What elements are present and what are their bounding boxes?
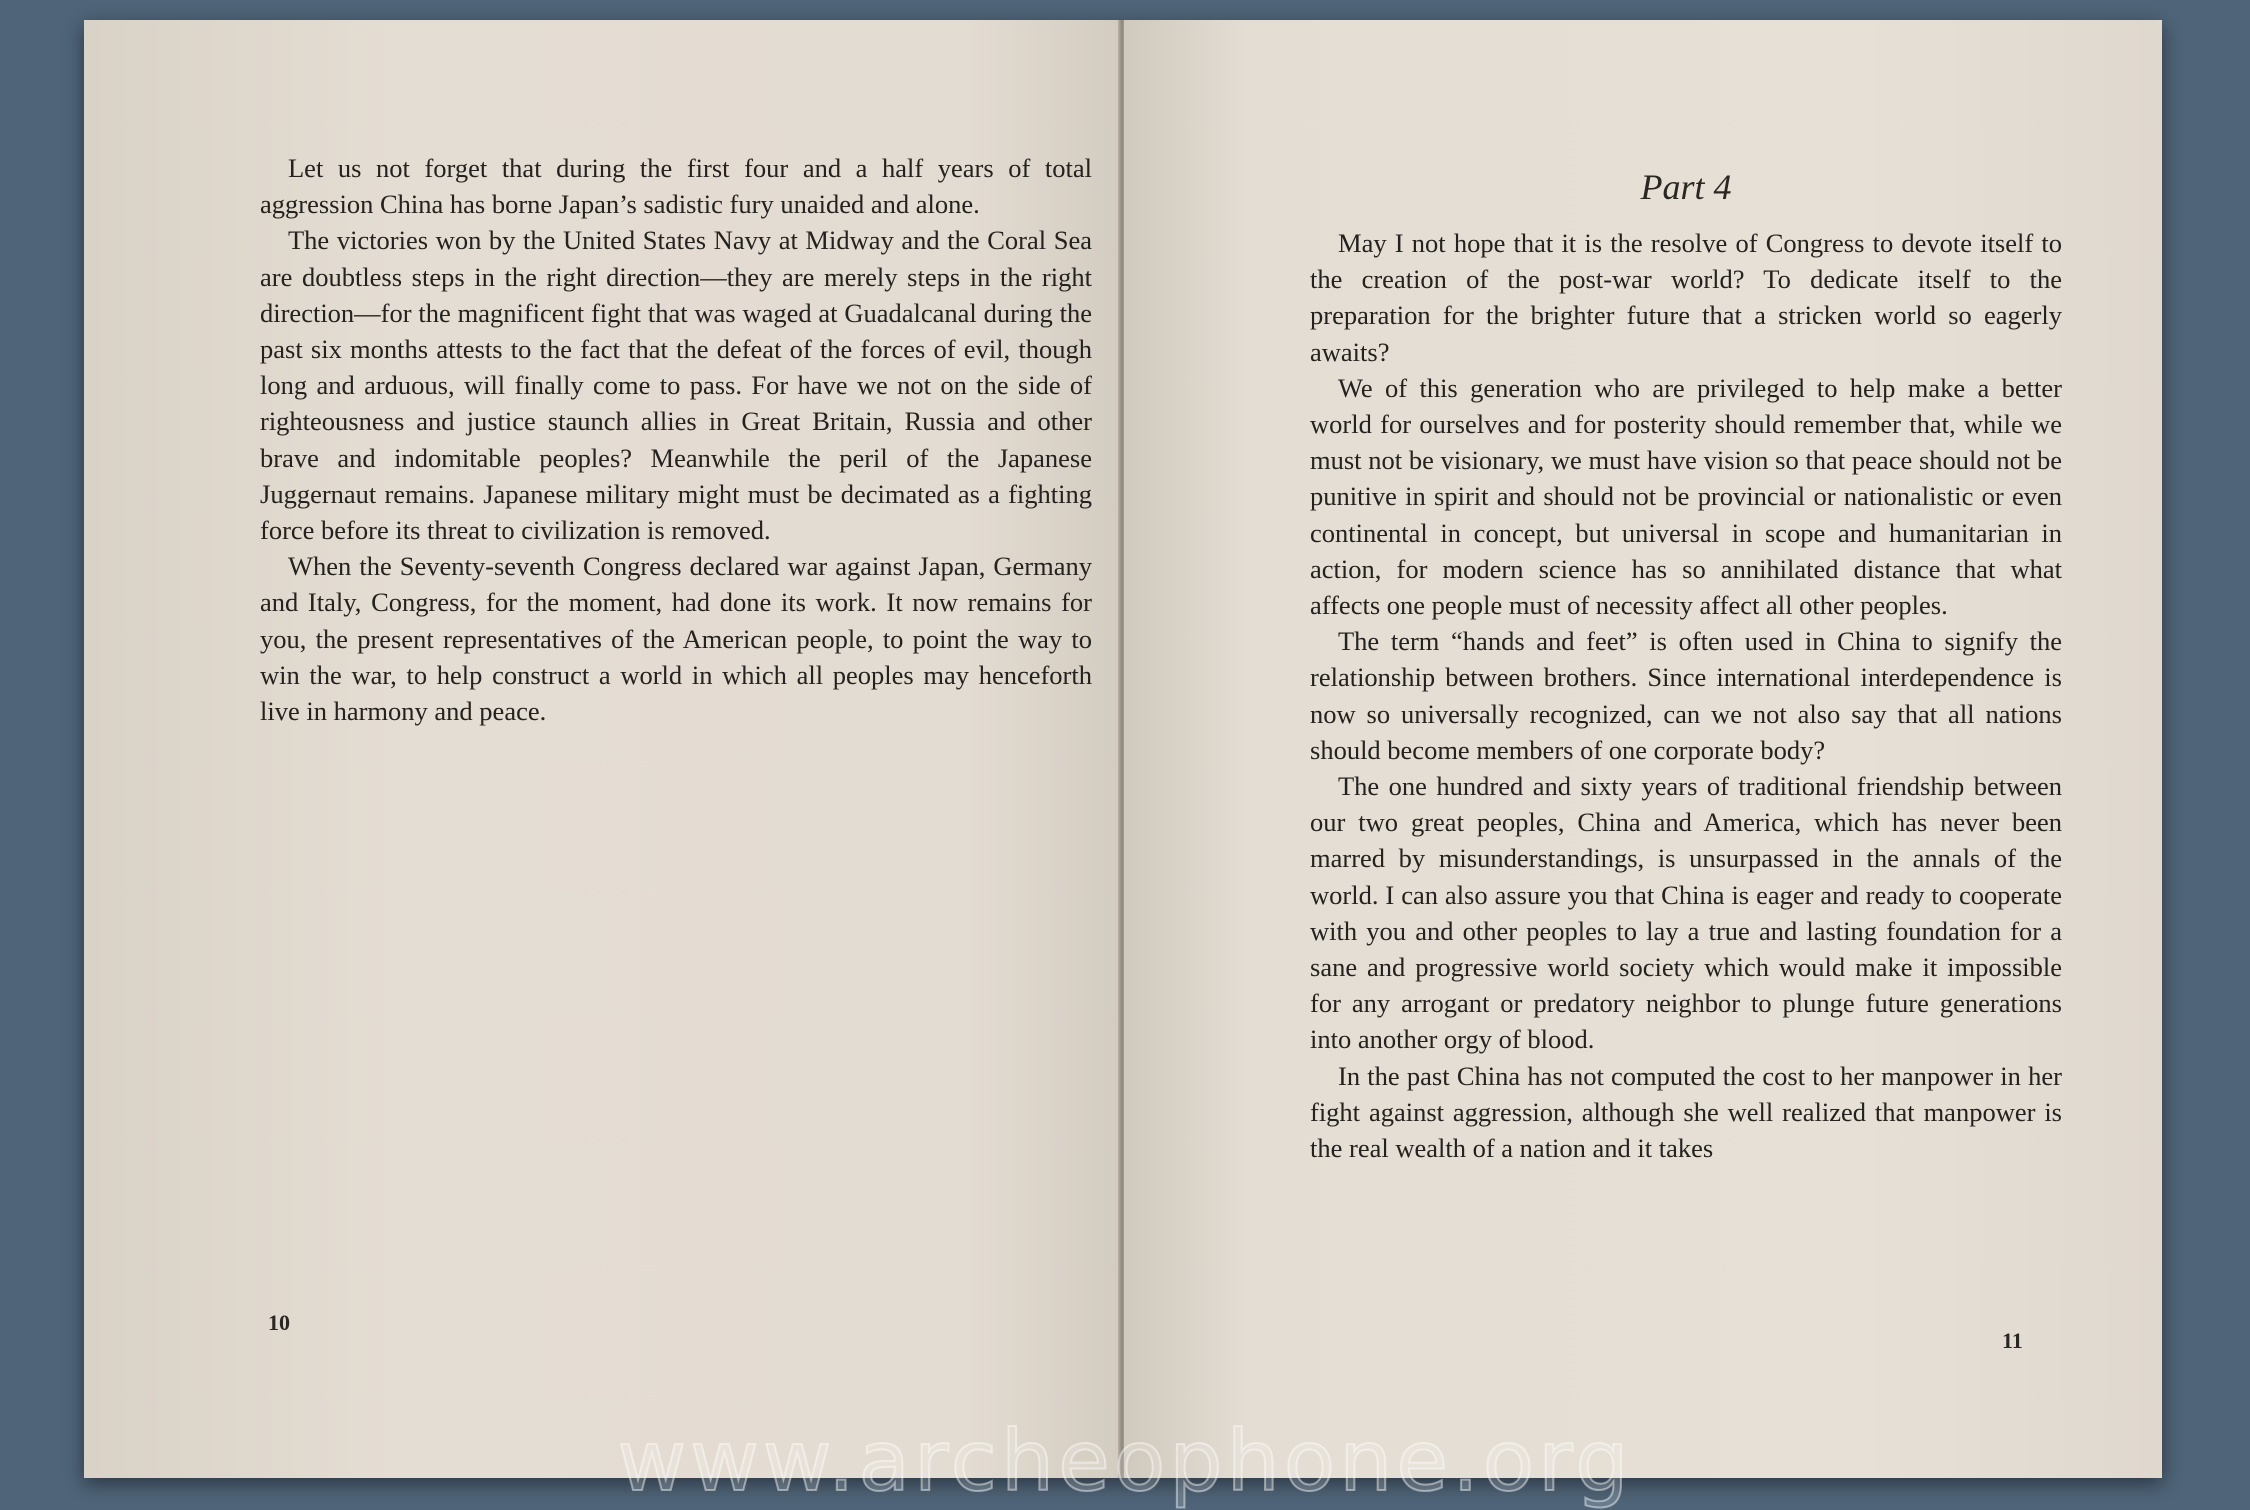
book-spread (84, 20, 2162, 1478)
page-number-right: 11 (2002, 1328, 2023, 1353)
left-page (84, 20, 1120, 1478)
paragraph: In the past China has not computed the cost to her manpower in her fight against aggression, although she well realized that manpower is the real wealth of a nation and it takes (1310, 1060, 2062, 1164)
page-number-left: 10 (268, 1310, 290, 1335)
paragraph: The term “hands and feet” is often used in China to signify the relationship between brothers. Since international interdependence is now so universally recognized, can we not also say that all nations should become members of one corporate body? (1310, 626, 2062, 765)
right-page (1124, 20, 2162, 1478)
paragraph: The victories won by the United States Navy at Midway and the Coral Sea are doubtless steps in the right direction—they are merely steps in the right direction—for the magnificent fight that was waged at Guadalcanal during the past six months attests to the fact that the defeat of the forces of evil, though long and arduous, will finally come to pass. For have we not on the side of righteousness and justice staunch allies in Great Britain, Russia and other brave and indomitable peoples? Meanwhile the peril of the Japanese Juggernaut remains. Japanese military might must be decimated as a fighting force before its threat to civilization is removed. (260, 225, 1092, 546)
paragraph: When the Seventy-seventh Congress declared war against Japan, Germany and Italy, Congress, for the moment, had done its work. It now remains for you, the present representatives of the American people, to point the way to win the war, to help construct a world in which all peoples may henceforth live in harmony and peace. (260, 551, 1092, 727)
watermark: www.archeophone.org (617, 1412, 1633, 1510)
right-page-text (1310, 225, 2062, 1166)
paragraph: The one hundred and sixty years of traditional friendship between our two great peoples, China and America, which has never been marred by misunderstandings, is unsurpassed in the annals of the world. I can also assure you that China is eager and ready to cooperate with you and other peoples to lay a true and lasting foundation for a sane and progressive world society which would make it impossible for any arrogant or predatory neighbor to plunge future generations into another orgy of blood. (1310, 771, 2062, 1055)
left-page-text (260, 150, 1092, 729)
part-heading: Part 4 (1640, 167, 1732, 207)
paragraph: Let us not forget that during the first four and a half years of total aggression China has borne Japan’s sadistic fury unaided and alone. (260, 153, 1092, 220)
paragraph: We of this generation who are privileged to help make a better world for ourselves and for posterity should remember that, while we must not be visionary, we must have vision so that peace should not be punitive in spirit and should not be provincial or nationalistic or even continental in concept, but universal in scope and humanitarian in action, for modern science has so annihilated distance that what affects one people must of necessity affect all other peoples. (1310, 372, 2062, 621)
paragraph: May I not hope that it is the resolve of Congress to devote itself to the creation of the post-war world? To dedicate itself to the preparation for the brighter future that a stricken world so eagerly awaits? (1310, 228, 2062, 367)
